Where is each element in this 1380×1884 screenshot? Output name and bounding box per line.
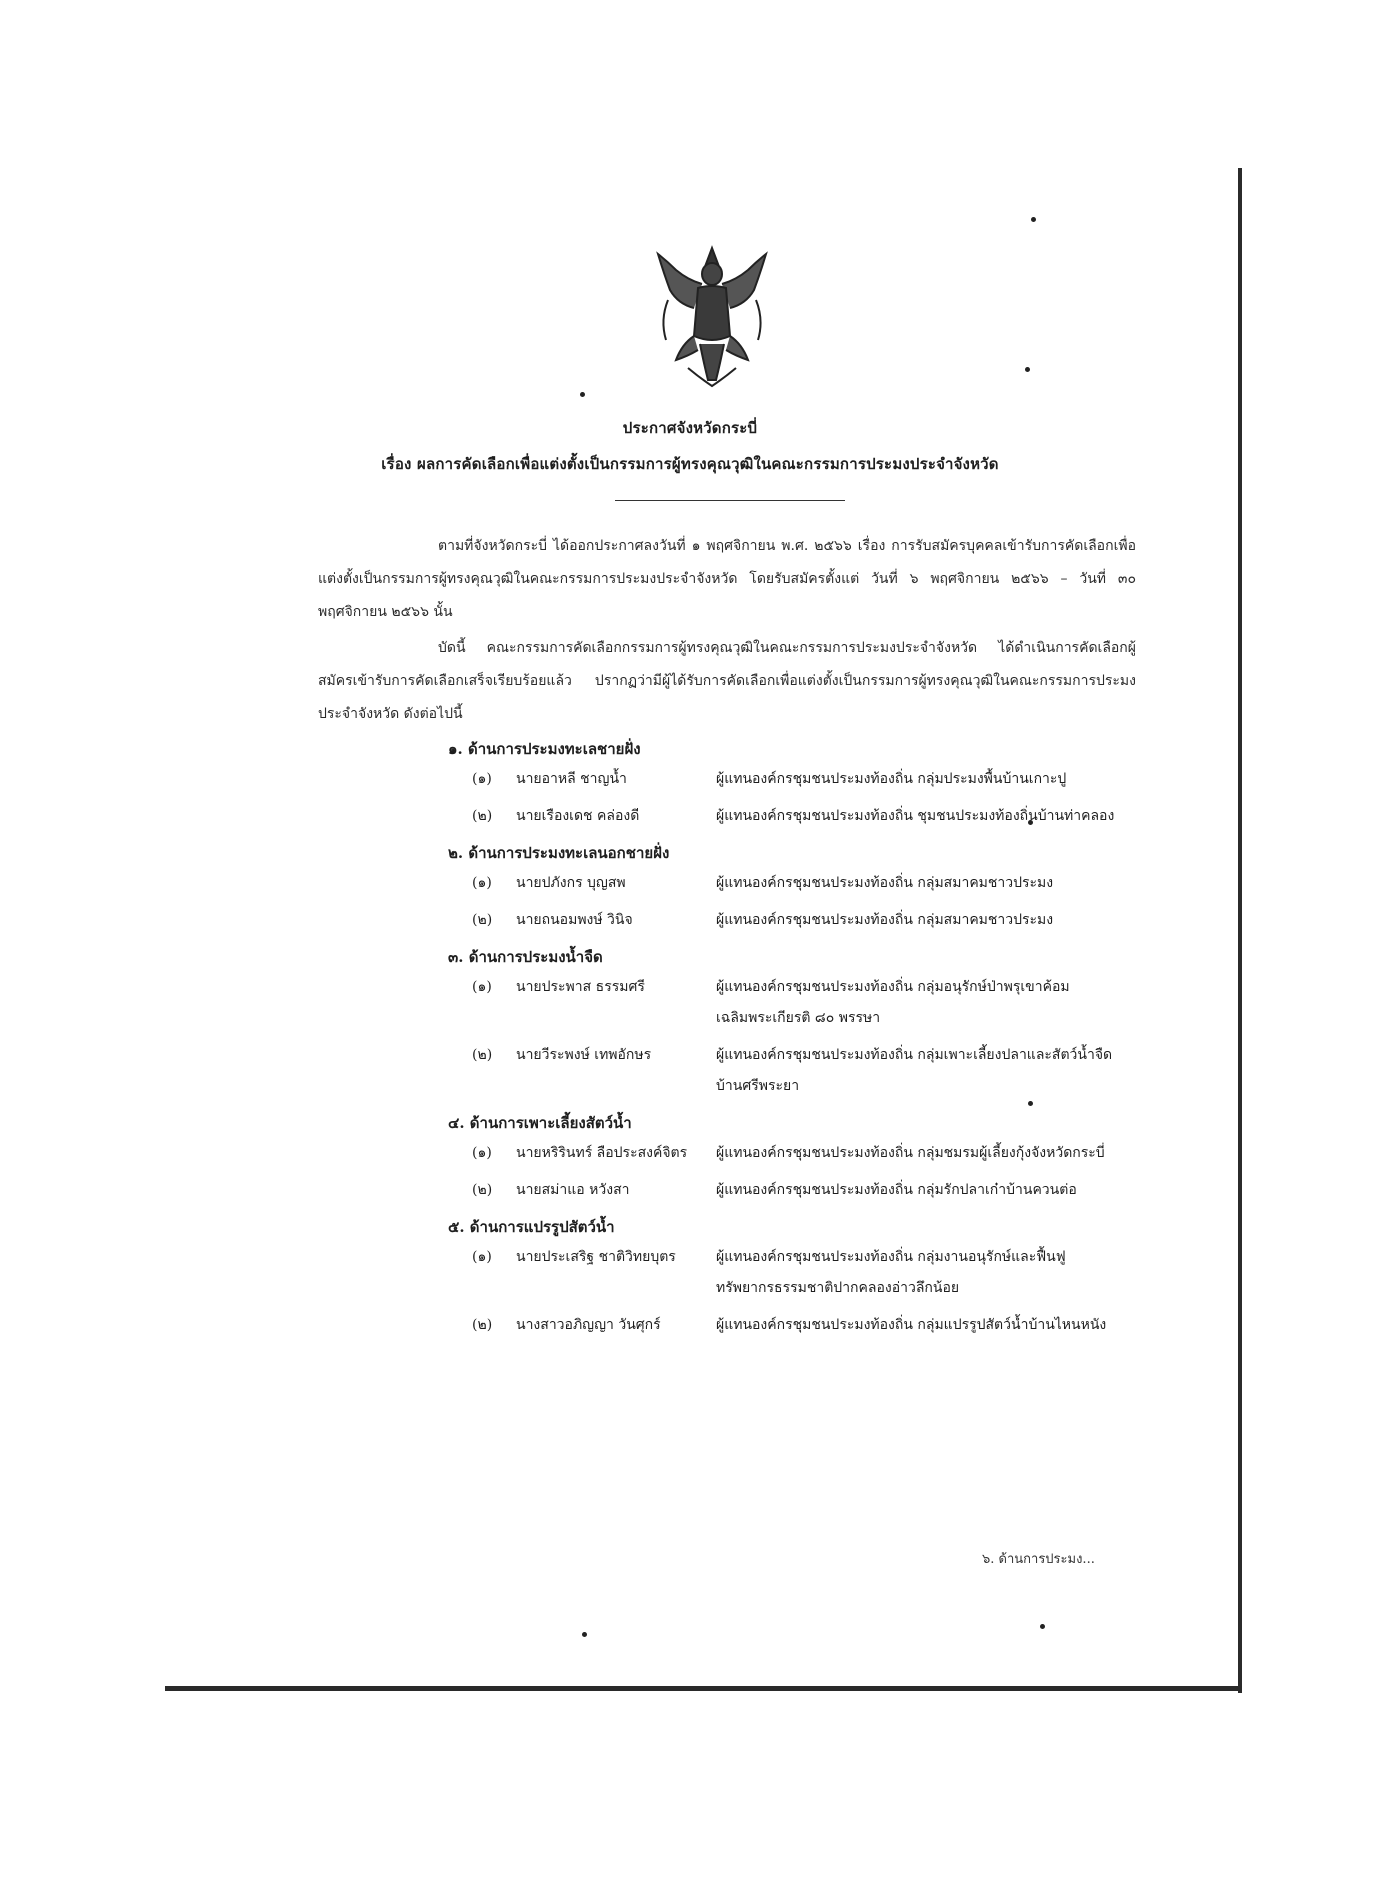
section-title: ๒. ด้านการประมงทะเลนอกชายฝั่ง (448, 844, 670, 862)
member-number: (๑) (472, 1249, 492, 1265)
announcement-subject: เรื่อง ผลการคัดเลือกเพื่อแต่งตั้งเป็นกรรมการผู้ทรงคุณวุฒิในคณะกรรมการประมงประจำจังหวัด (381, 455, 999, 473)
section-title: ๕. ด้านการแปรรูปสัตว์น้ำ (448, 1218, 615, 1236)
member-organization: ผู้แทนองค์กรชุมชนประมงท้องถิ่น กลุ่มอนุรักษ์ป่าพรุเขาค้อมเฉลิมพระเกียรติ ๘๐ พรรษา (716, 979, 1070, 1026)
paragraph-result (318, 632, 1136, 731)
member-name: นายปภังกร บุญสพ (516, 875, 626, 891)
section (448, 1212, 1138, 1341)
member-entry (448, 1040, 1138, 1102)
title-divider (615, 500, 845, 501)
page-edge-right (1238, 168, 1242, 1693)
scan-speck (1040, 1624, 1045, 1629)
scan-speck (1031, 217, 1036, 222)
member-organization: ผู้แทนองค์กรชุมชนประมงท้องถิ่น กลุ่มแปรรูปสัตว์น้ำบ้านไหนหนัง (716, 1317, 1107, 1333)
member-name: นางสาวอภิญญา วันศุกร์ (516, 1317, 661, 1333)
member-organization: ผู้แทนองค์กรชุมชนประมงท้องถิ่น กลุ่มชมรมผู้เลี้ยงกุ้งจังหวัดกระบี่ (716, 1145, 1105, 1161)
member-entry (448, 972, 1138, 1034)
member-name: นายอาหลี ชาญน้ำ (516, 771, 627, 787)
scan-speck (1025, 367, 1030, 372)
member-number: (๑) (472, 979, 492, 995)
member-name: นายประพาส ธรรมศรี (516, 979, 645, 995)
member-number: (๒) (472, 1182, 493, 1198)
member-number: (๑) (472, 1145, 492, 1161)
member-number: (๑) (472, 875, 492, 891)
member-number: (๑) (472, 771, 492, 787)
member-name: นายถนอมพงษ์ วินิจ (516, 912, 633, 928)
member-number: (๒) (472, 1317, 493, 1333)
member-entry (448, 764, 1138, 795)
section (448, 1108, 1138, 1206)
member-organization: ผู้แทนองค์กรชุมชนประมงท้องถิ่น กลุ่มงานอนุรักษ์และฟื้นฟูทรัพยากรธรรมชาติปากคลองอ่าวลึกน้อย (716, 1249, 1066, 1296)
garuda-emblem (648, 240, 776, 390)
member-name: นายเรืองเดช คล่องดี (516, 808, 640, 824)
member-name: นายสม่าแอ หวังสา (516, 1182, 630, 1198)
paragraph-2-text: บัดนี้ คณะกรรมการคัดเลือกกรรมการผู้ทรงคุณวุฒิในคณะกรรมการประมงประจำจังหวัด ได้ดำเนินการคัดเลือกผู้สมัครเข้ารับการคัดเลือกเสร็จเรียบร้อยแล้ว ปรากฏว่ามีผู้ได้รับการคัดเลือกเพื่อแต่งตั้งเป็นกรรมการผู้ทรงคุณวุฒิในคณะกรรมการประมงประจำจังหวัด ดังต่อไปนี้ (318, 640, 1136, 722)
member-entry (448, 868, 1138, 899)
member-name: นายหริรินทร์ ลือประสงค์จิตร (516, 1145, 688, 1161)
member-number: (๒) (472, 1047, 493, 1063)
member-organization: ผู้แทนองค์กรชุมชนประมงท้องถิ่น กลุ่มรักปลาเก๋าบ้านควนต่อ (716, 1182, 1077, 1198)
scan-speck (582, 1632, 587, 1637)
member-number: (๒) (472, 912, 493, 928)
scan-speck (580, 392, 585, 397)
section-title: ๔. ด้านการเพาะเลี้ยงสัตว์น้ำ (448, 1114, 632, 1132)
section (448, 734, 1138, 832)
member-organization: ผู้แทนองค์กรชุมชนประมงท้องถิ่น กลุ่มสมาคมชาวประมง (716, 912, 1054, 928)
section-title: ๑. ด้านการประมงทะเลชายฝั่ง (448, 740, 641, 758)
member-entry (448, 1242, 1138, 1304)
member-entry (448, 801, 1138, 832)
section-title: ๓. ด้านการประมงน้ำจืด (448, 948, 603, 966)
member-entry (448, 1310, 1138, 1341)
continuation-note: ๖. ด้านการประมง... (982, 1552, 1095, 1567)
member-organization: ผู้แทนองค์กรชุมชนประมงท้องถิ่น ชุมชนประมงท้องถิ่นบ้านท่าคลอง (716, 808, 1115, 824)
section (448, 838, 1138, 936)
member-number: (๒) (472, 808, 493, 824)
announcement-heading: ประกาศจังหวัดกระบี่ (622, 419, 758, 437)
member-name: นายประเสริฐ ชาติวิทยบุตร (516, 1249, 676, 1265)
member-organization: ผู้แทนองค์กรชุมชนประมงท้องถิ่น กลุ่มเพาะเลี้ยงปลาและสัตว์น้ำจืดบ้านศรีพระยา (716, 1047, 1113, 1094)
member-organization: ผู้แทนองค์กรชุมชนประมงท้องถิ่น กลุ่มประมงพื้นบ้านเกาะปู (716, 771, 1067, 787)
member-entry (448, 1138, 1138, 1169)
member-organization: ผู้แทนองค์กรชุมชนประมงท้องถิ่น กลุ่มสมาคมชาวประมง (716, 875, 1054, 891)
paragraph-intro (318, 530, 1136, 629)
selection-list (448, 734, 1138, 1347)
member-name: นายวีระพงษ์ เทพอักษร (516, 1047, 652, 1063)
member-entry (448, 1175, 1138, 1206)
page-edge-bottom (165, 1686, 1242, 1691)
paragraph-1-text: ตามที่จังหวัดกระบี่ ได้ออกประกาศลงวันที่ ๑ พฤศจิกายน พ.ศ. ๒๕๖๖ เรื่อง การรับสมัครบุคคลเข้ารับการคัดเลือกเพื่อแต่งตั้งเป็นกรรมการผู้ทรงคุณวุฒิในคณะกรรมการประมงประจำจังหวัด โดยรับสมัครตั้งแต่ วันที่ ๖ พฤศจิกายน ๒๕๖๖ – วันที่ ๓๐ พฤศจิกายน ๒๕๖๖ นั้น (318, 538, 1136, 620)
member-entry (448, 905, 1138, 936)
section (448, 942, 1138, 1102)
